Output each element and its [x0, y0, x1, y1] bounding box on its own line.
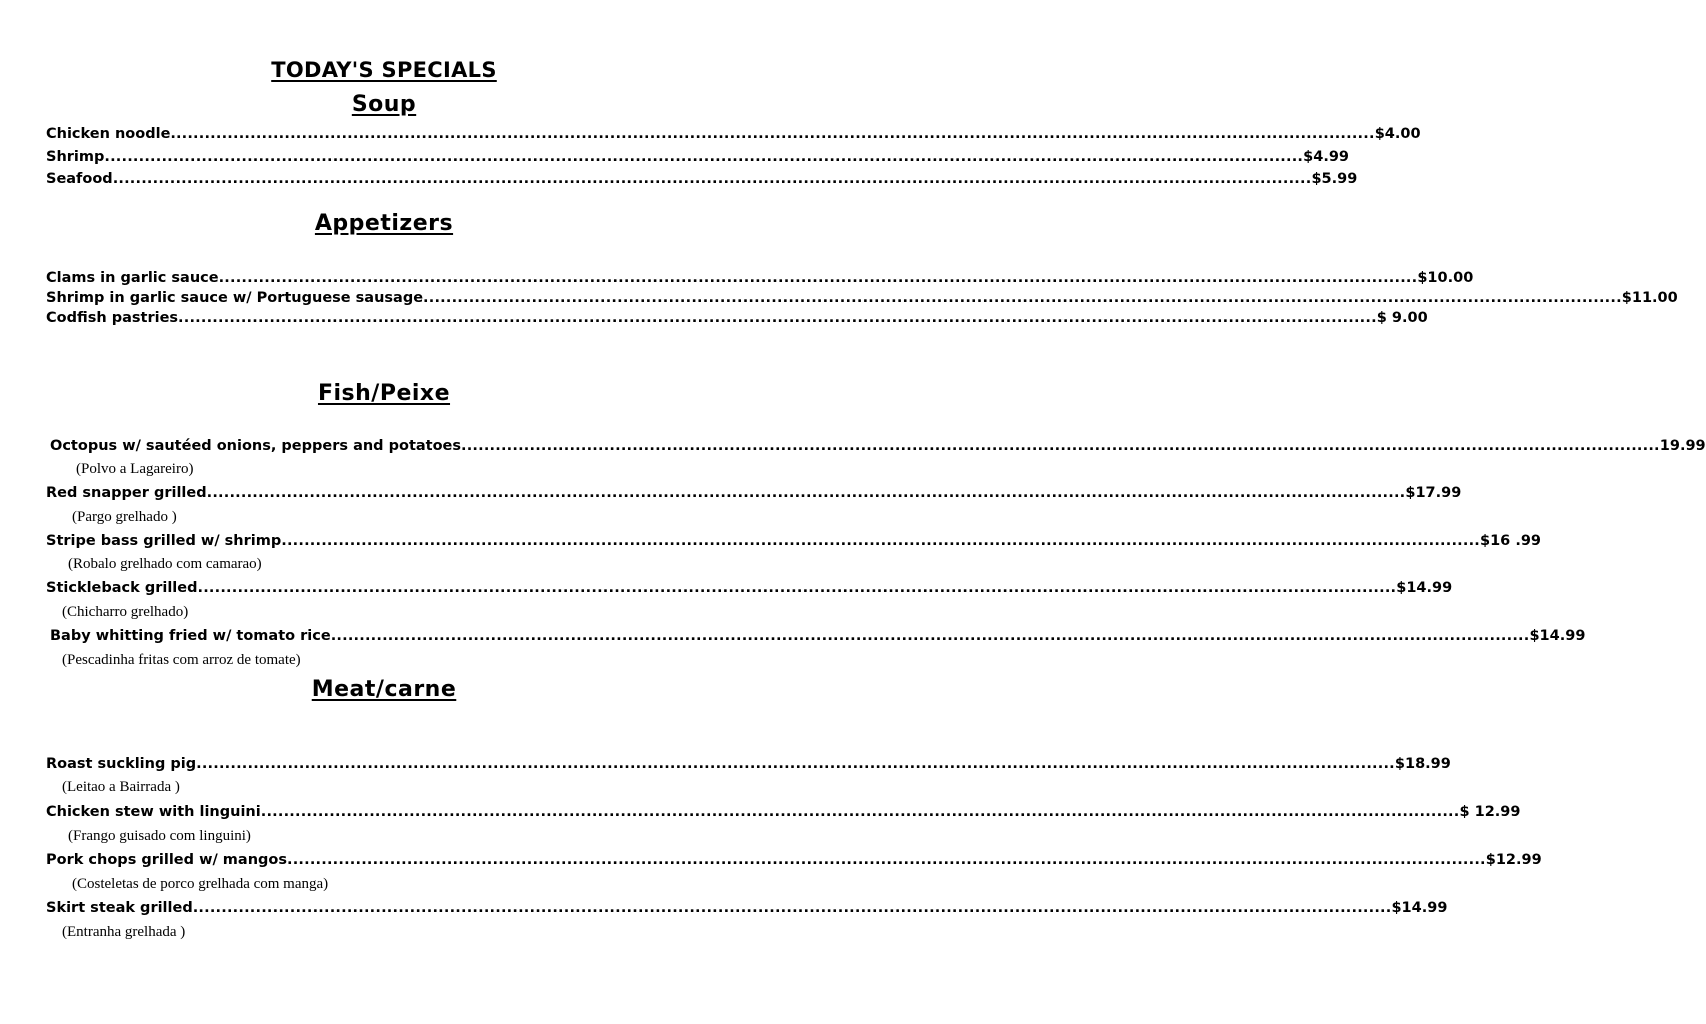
item-name: Stripe bass grilled w/ shrimp [46, 533, 282, 549]
dot-leader: .................................................................................................................................................................................................................. [287, 852, 1486, 868]
menu-item [46, 580, 1453, 600]
dot-leader: .................................................................................................................................................................................................................. [206, 485, 1406, 501]
menu-item [46, 270, 1474, 290]
item-name: Clams in garlic sauce [46, 270, 219, 286]
item-name: Pork chops grilled w/ mangos [46, 852, 287, 868]
menu-item [46, 171, 1358, 191]
section-heading-soup: Soup [351, 92, 417, 117]
menu-item [46, 485, 1462, 505]
item-name: Shrimp in garlic sauce w/ Portuguese sausage [46, 290, 424, 306]
menu-item [50, 438, 1706, 458]
item-price: $18.99 [1394, 756, 1451, 772]
item-translation: (Pargo grelhado ) [72, 509, 177, 525]
item-name: Red snapper grilled [46, 485, 207, 501]
dot-leader: .................................................................................................................................................................................................................. [197, 580, 1397, 596]
dot-leader: .................................................................................................................................................................................................................. [192, 900, 1392, 916]
item-price: $14.99 [1529, 628, 1586, 644]
item-price: $17.99 [1405, 485, 1462, 501]
item-price: $14.99 [1391, 900, 1448, 916]
item-price: $4.99 [1303, 149, 1350, 165]
item-name: Seafood [46, 171, 113, 187]
menu-item [46, 756, 1451, 776]
item-name: Roast suckling pig [46, 756, 197, 772]
dot-leader: .................................................................................................................................................................................................................. [112, 171, 1312, 187]
menu-item [46, 126, 1421, 146]
item-price: $11.00 [1621, 290, 1678, 306]
item-price: $4.00 [1374, 126, 1421, 142]
item-translation: (Chicharro grelhado) [62, 604, 189, 620]
menu-item [46, 804, 1521, 824]
item-price: 19.99 [1659, 438, 1706, 454]
menu-item [46, 310, 1428, 330]
dot-leader: .................................................................................................................................................................................................................. [178, 310, 1377, 326]
item-translation: (Pescadinha fritas com arroz de tomate) [62, 652, 301, 668]
item-translation: (Costeletas de porco grelhada com manga) [72, 876, 329, 892]
dot-leader: .................................................................................................................................................................................................................. [461, 438, 1660, 454]
section-heading-appetizers: Appetizers [314, 211, 454, 236]
menu-item [46, 290, 1678, 310]
item-translation: (Robalo grelhado com camarao) [68, 556, 262, 572]
dot-leader: .................................................................................................................................................................................................................. [423, 290, 1622, 306]
dot-leader: .................................................................................................................................................................................................................. [175, 126, 1375, 142]
item-name: Baby whitting fried w/ tomato rice [50, 628, 331, 644]
dot-leader: .................................................................................................................................................................................................................. [218, 270, 1418, 286]
item-translation: (Leitao a Bairrada ) [62, 779, 180, 795]
item-price: $16 .99 [1480, 533, 1542, 549]
item-name: Stickleback grilled [46, 580, 198, 596]
item-name: Codfish pastries [46, 310, 179, 326]
item-price: $ 9.00 [1376, 310, 1428, 326]
item-name: Skirt steak grilled [46, 900, 193, 916]
item-price: $ 12.99 [1459, 804, 1521, 820]
item-price: $14.99 [1396, 580, 1453, 596]
item-translation: (Entranha grelhada ) [62, 924, 186, 940]
item-translation: (Polvo a Lagareiro) [76, 461, 194, 477]
section-heading-meat: Meat/carne [311, 677, 457, 702]
item-name: Chicken stew with linguini [46, 804, 261, 820]
page-title: TODAY'S SPECIALS [271, 58, 497, 82]
item-name: Chicken noodle. [46, 126, 176, 142]
dot-leader: .................................................................................................................................................................................................................. [196, 756, 1395, 772]
dot-leader: .................................................................................................................................................................................................................. [104, 149, 1304, 165]
item-name: Octopus w/ sautéed onions, peppers and potatoes [50, 438, 462, 454]
item-translation: (Frango guisado com linguini) [68, 828, 251, 844]
menu-item [46, 149, 1350, 169]
dot-leader: .................................................................................................................................................................................................................. [260, 804, 1460, 820]
dot-leader: .................................................................................................................................................................................................................. [281, 533, 1480, 549]
menu-item [46, 852, 1542, 872]
menu-item [50, 628, 1586, 648]
item-price: $12.99 [1485, 852, 1542, 868]
section-heading-fish: Fish/Peixe [317, 381, 451, 406]
item-price: $5.99 [1311, 171, 1358, 187]
item-price: $10.00 [1417, 270, 1474, 286]
item-name: Shrimp [46, 149, 105, 165]
menu-item [46, 533, 1542, 553]
dot-leader: .................................................................................................................................................................................................................. [330, 628, 1530, 644]
menu-item [46, 900, 1448, 920]
